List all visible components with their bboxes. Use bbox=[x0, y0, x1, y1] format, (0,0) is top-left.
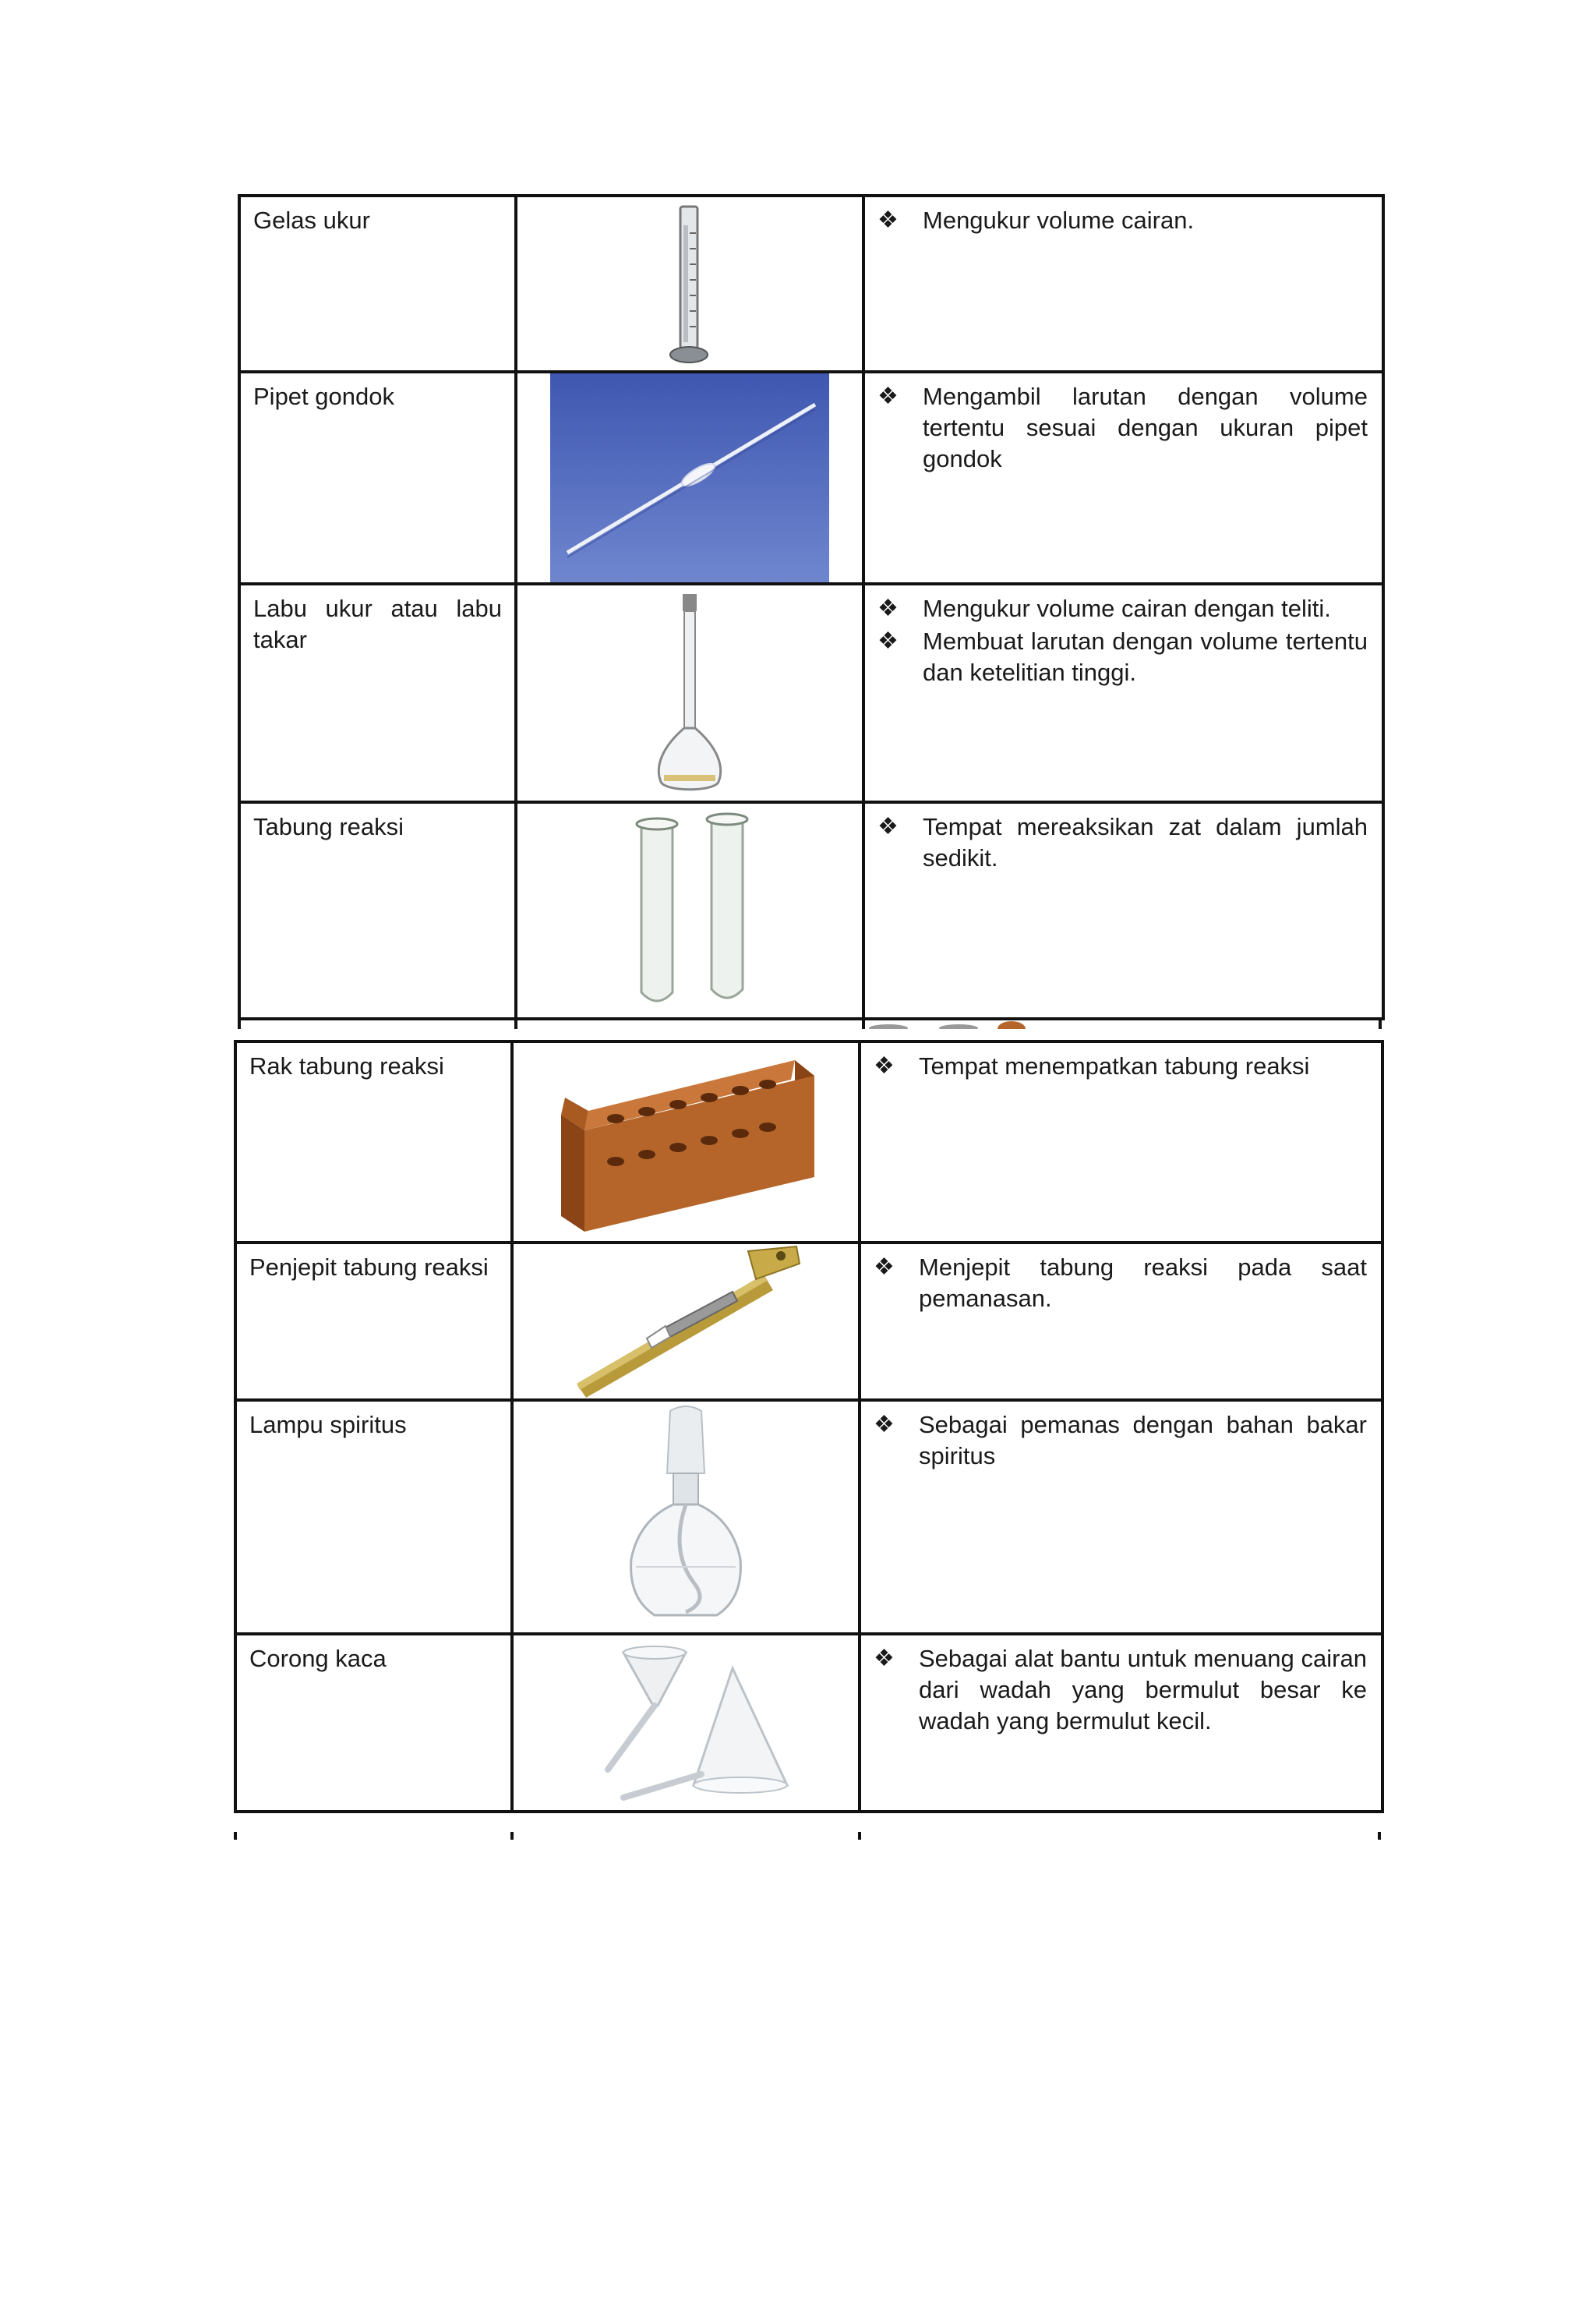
diamond-bullet-icon: ❖ bbox=[874, 1254, 895, 1280]
cut-off-row-fragment bbox=[234, 1832, 1381, 1840]
equipment-name: Labu ukur atau labu takar bbox=[239, 584, 516, 802]
table-row bbox=[235, 1041, 1382, 1243]
equipment-name: Rak tabung reaksi bbox=[235, 1041, 512, 1243]
table-row bbox=[235, 1634, 1382, 1812]
equipment-description bbox=[860, 1243, 1382, 1400]
diamond-bullet-icon: ❖ bbox=[874, 1053, 895, 1079]
list-item: ❖ Tempat menempatkan tabung reaksi bbox=[874, 1051, 1367, 1082]
cut-off-row-fragment bbox=[238, 1018, 1382, 1029]
table-row bbox=[239, 584, 1383, 802]
test-tube-clamp-icon bbox=[569, 1245, 803, 1398]
diamond-bullet-icon: ❖ bbox=[877, 814, 899, 840]
diamond-bullet-icon: ❖ bbox=[877, 207, 899, 233]
equipment-image bbox=[516, 584, 863, 802]
diamond-bullet-icon: ❖ bbox=[877, 384, 899, 409]
test-tubes-icon bbox=[612, 808, 768, 1013]
equipment-image bbox=[516, 802, 863, 1019]
volumetric-pipette-icon bbox=[550, 373, 829, 582]
list-item: ❖ Membuat larutan dengan volume tertentu dan ketelitian tinggi. bbox=[877, 628, 1368, 686]
diamond-bullet-icon: ❖ bbox=[874, 1646, 895, 1671]
table-row bbox=[235, 1400, 1382, 1634]
table-row bbox=[239, 372, 1383, 584]
table-row bbox=[239, 802, 1383, 1019]
equipment-table-1 bbox=[238, 194, 1385, 1020]
equipment-image bbox=[512, 1634, 860, 1812]
list-item: ❖ Sebagai pemanas dengan bahan bakar spiritus bbox=[874, 1411, 1367, 1469]
spirit-lamp-icon bbox=[608, 1403, 764, 1631]
equipment-description bbox=[863, 372, 1383, 584]
diamond-bullet-icon: ❖ bbox=[877, 628, 899, 654]
table-row bbox=[239, 196, 1383, 372]
equipment-description bbox=[860, 1400, 1382, 1634]
equipment-description bbox=[863, 584, 1383, 802]
list-item: ❖ Tempat mereaksikan zat dalam jumlah sedikit. bbox=[877, 813, 1368, 872]
table-row bbox=[235, 1243, 1382, 1400]
equipment-name: Tabung reaksi bbox=[239, 802, 516, 1019]
equipment-description bbox=[863, 802, 1383, 1019]
equipment-image bbox=[512, 1243, 860, 1400]
equipment-description bbox=[860, 1041, 1382, 1243]
equipment-image bbox=[512, 1041, 860, 1243]
equipment-image bbox=[516, 196, 863, 372]
graduated-cylinder-icon bbox=[659, 202, 721, 366]
diamond-bullet-icon: ❖ bbox=[877, 596, 899, 621]
list-item: ❖ Menjepit tabung reaksi pada saat pemanasan. bbox=[874, 1253, 1367, 1312]
glass-funnels-icon bbox=[577, 1637, 795, 1809]
equipment-description bbox=[863, 196, 1383, 372]
list-item: ❖ Sebagai alat bantu untuk menuang cairan dari wadah yang bermulut besar ke wadah yang bermulut kecil. bbox=[874, 1645, 1367, 1734]
equipment-image bbox=[512, 1400, 860, 1634]
test-tube-rack-icon bbox=[530, 1045, 842, 1239]
equipment-image bbox=[516, 372, 863, 584]
equipment-name: Pipet gondok bbox=[239, 372, 516, 584]
equipment-name: Lampu spiritus bbox=[235, 1400, 512, 1634]
list-item: ❖ Mengukur volume cairan dengan teliti. bbox=[877, 593, 1368, 624]
list-item: ❖ Mengambil larutan dengan volume tertentu sesuai dengan ukuran pipet gondok bbox=[877, 383, 1368, 472]
equipment-table-2 bbox=[234, 1040, 1384, 1813]
list-item: ❖ Mengukur volume cairan. bbox=[877, 205, 1368, 236]
equipment-description bbox=[860, 1634, 1382, 1812]
equipment-name: Gelas ukur bbox=[239, 196, 516, 372]
equipment-name: Corong kaca bbox=[235, 1634, 512, 1812]
diamond-bullet-icon: ❖ bbox=[874, 1412, 895, 1437]
equipment-name: Penjepit tabung reaksi bbox=[235, 1243, 512, 1400]
volumetric-flask-icon bbox=[647, 591, 733, 795]
